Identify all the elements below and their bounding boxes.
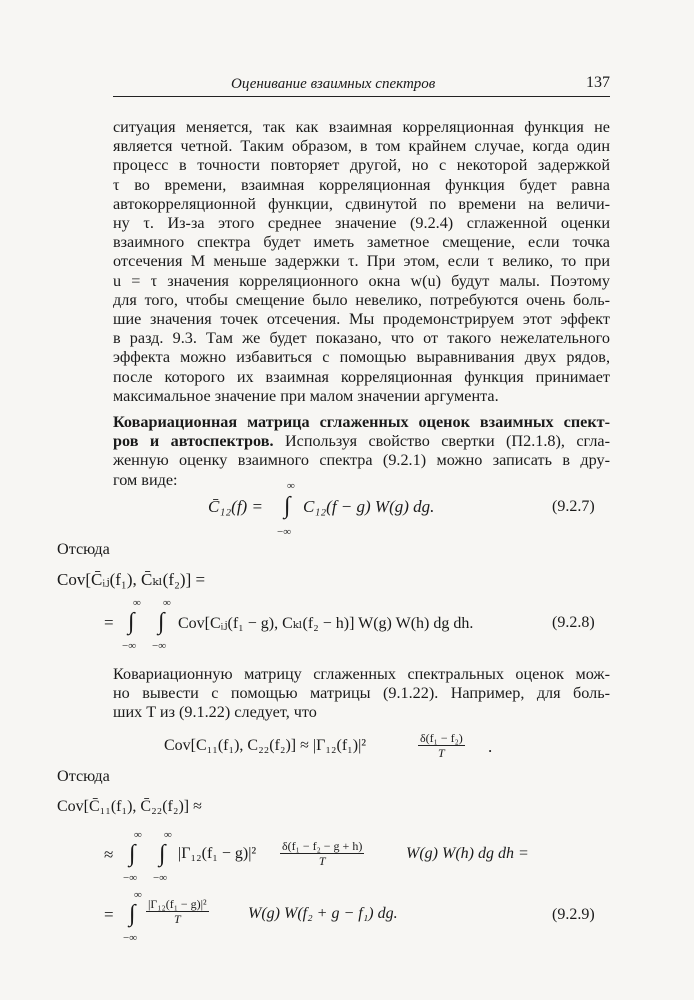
- equation-line-1: Cov[C̄₁₁(f₁), C̄₂₂(f₂)] ≈: [57, 798, 202, 815]
- fraction-denominator: T: [173, 912, 181, 926]
- fraction: [280, 839, 364, 868]
- integral-upper-limit: ∞: [163, 597, 171, 609]
- equation-term: |Γ₁₂(f₁ − g)|²: [178, 845, 257, 862]
- integral-lower-limit: −∞: [152, 640, 167, 652]
- text-fragment: Используя свойство свертки (П2.1.8), сгла-: [284, 432, 611, 451]
- text-line: после которого их взаимная корреляционная функция принимает: [113, 367, 610, 386]
- integral-lower-limit: −∞: [122, 640, 137, 652]
- text-line: [113, 432, 610, 451]
- text-line: τ во времени, взаимная корреляционная функция будет равна: [113, 175, 610, 194]
- fraction-numerator: |Γ₁₂(f₁ − g)|²: [148, 897, 207, 911]
- integral-sign: ∫: [128, 609, 135, 635]
- paragraph-3: [113, 665, 610, 723]
- fraction-denominator: T: [438, 746, 445, 760]
- section-heading: Ковариационная матрица сглаженных оценок взаимных спект-: [113, 413, 610, 431]
- text-line: отсечения M меньше задержки τ. При этом, если τ велико, то при: [113, 252, 610, 271]
- integral-sign: ∫: [159, 841, 166, 867]
- paragraph-1: [113, 118, 610, 406]
- text-otsyuda: Отсюда: [57, 540, 110, 558]
- equation-body: C₁₂(f − g) W(g) dg.: [303, 497, 435, 516]
- integral-lower-limit: −∞: [153, 872, 168, 884]
- integral-lower-limit: −∞: [123, 872, 138, 884]
- text-line: Ковариационную матрицу сглаженных спектральных оценок мож-: [113, 665, 610, 683]
- equation-body: Cov[Cᵢⱼ(f₁ − g), Cₖₗ(f₂ − h)] W(g) W(h) dg dh.: [178, 615, 474, 632]
- text-line: женную оценку взаимного спектра (9.2.1) можно записать в дру-: [113, 451, 610, 470]
- fraction-numerator: δ(f₁ − f₂): [420, 731, 463, 745]
- text-line: ситуация меняется, так как взаимная корреляционная функция не: [113, 118, 610, 136]
- integral-lower-limit: −∞: [277, 526, 292, 538]
- integral-sign: ∫: [129, 841, 136, 867]
- text-line: гом виде:: [113, 470, 178, 489]
- integral-upper-limit: ∞: [287, 480, 295, 492]
- fraction-numerator: δ(f₁ − f₂ − g + h): [282, 839, 363, 853]
- integral-upper-limit: ∞: [134, 829, 142, 841]
- paragraph-2: [113, 413, 610, 490]
- integral-upper-limit: ∞: [134, 889, 142, 901]
- text-line: автокорреляционной функции, сдвинутой по времени на величи-: [113, 194, 610, 213]
- text-line: но вывести с помощью матрицы (9.1.22). Например, для боль-: [113, 684, 610, 703]
- equation-term: W(g) W(h) dg dh =: [406, 845, 529, 862]
- equation-prefix: =: [104, 613, 114, 632]
- text-line: ну τ. Из-за этого среднее значение (9.2.4) сглаженной оценки: [113, 214, 610, 233]
- equation-prefix: ≈: [104, 845, 114, 864]
- integral-upper-limit: ∞: [133, 597, 141, 609]
- text-line: процесс в точности повторяет другой, но с некоторой задержкой: [113, 156, 610, 175]
- integral-sign: ∫: [158, 609, 165, 635]
- text-line: максимальное значение при малом значении аргумента.: [113, 386, 499, 405]
- text-line: шие значения точек отсечения. Мы продемонстрируем этот эффект: [113, 310, 610, 329]
- equation-prefix: =: [104, 905, 114, 924]
- equation-lhs: C̄₁₂(f) =: [208, 497, 263, 516]
- integral-lower-limit: −∞: [123, 932, 138, 944]
- text-line: для того, чтобы смещение было невелико, потребуются очень боль-: [113, 290, 610, 309]
- fraction-denominator: T: [318, 854, 326, 868]
- equation-line-1: Cov[C̄ᵢⱼ(f₁), C̄ₖₗ(f₂)] =: [57, 570, 206, 589]
- text-line: взаимного спектра будет иметь заметное смещение, если точка: [113, 233, 610, 252]
- running-header: [113, 72, 610, 97]
- text-line: эффекта можно избавиться с помощью выравнивания двух рядов,: [113, 348, 610, 367]
- fraction: [146, 897, 209, 926]
- integral-upper-limit: ∞: [164, 829, 172, 841]
- text-line: является четной. Таким образом, в том крайнем случае, когда один: [113, 137, 610, 156]
- integral-sign: ∫: [129, 901, 136, 927]
- page-number: 137: [586, 74, 610, 91]
- running-title: Оценивание взаимных спектров: [231, 76, 436, 92]
- equation-number: (9.2.7): [552, 498, 595, 515]
- text-line: в разд. 9.3. Там же будет показано, что от такого нежелательного: [113, 329, 610, 348]
- text-otsyuda: Отсюда: [57, 767, 110, 785]
- text-line: u = τ значения корреляционного окна w(u) будут малы. Поэтому: [113, 271, 610, 290]
- equation-number: (9.2.9): [552, 906, 595, 923]
- text-line: ших T из (9.1.22) следует, что: [113, 703, 317, 722]
- equation-number: (9.2.8): [552, 614, 595, 631]
- equation-lhs: Cov[C₁₁(f₁), C₂₂(f₂)] ≈ |Γ₁₂(f₁)|²: [164, 737, 367, 754]
- equation-term: W(g) W(f₂ + g − f₁) dg.: [248, 905, 398, 922]
- period: .: [488, 737, 493, 756]
- integral-sign: ∫: [284, 493, 291, 519]
- fraction: [418, 731, 465, 760]
- section-heading-cont: ров и автоспектров.: [113, 432, 274, 451]
